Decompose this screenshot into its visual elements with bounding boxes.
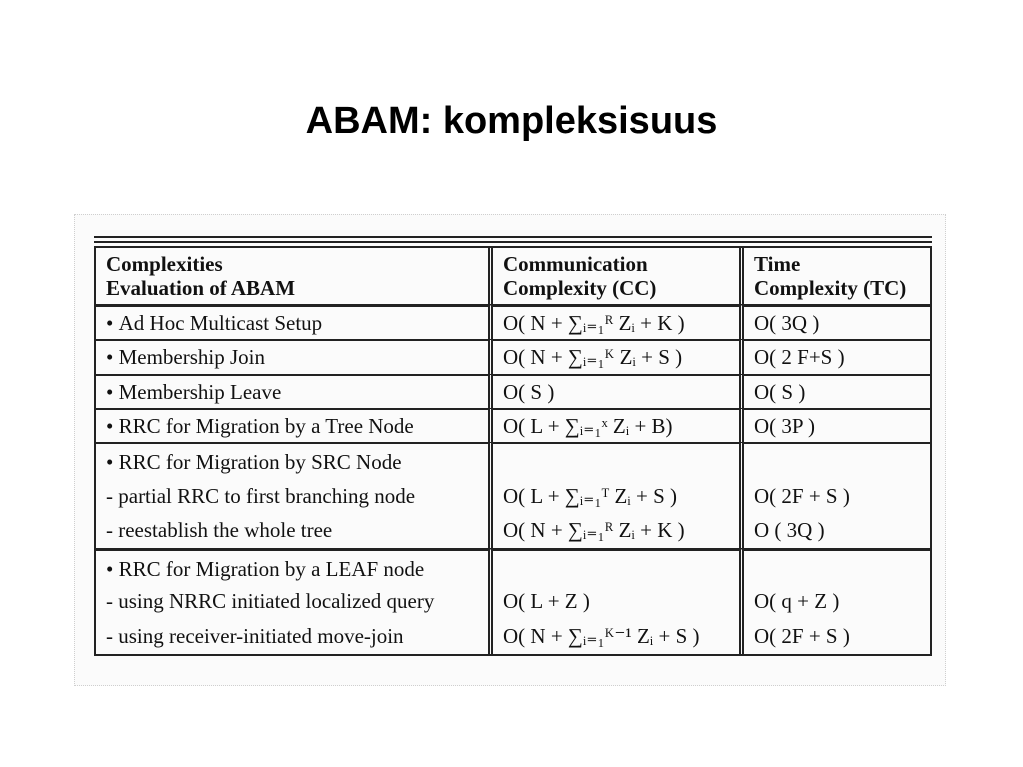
- cc-text: O( N + ∑ᵢ₌₁ᴷ⁻¹ Zᵢ + S ): [503, 623, 700, 648]
- cc-text: [503, 557, 729, 581]
- tc-text: O ( 3Q ): [754, 518, 825, 543]
- row-cc: [493, 408, 744, 442]
- header-text: Communication: [503, 252, 648, 276]
- tc-text: O( 2F + S ): [754, 623, 850, 648]
- row-tc: [744, 304, 930, 339]
- table-row: [96, 442, 930, 548]
- cc-text: [503, 450, 729, 474]
- row-label-text: • RRC for Migration by a Tree Node: [106, 414, 478, 438]
- row-cc: [493, 304, 744, 339]
- row-label-text: • Membership Join: [106, 345, 478, 369]
- table-row: [96, 374, 930, 408]
- row-sublabel-text: - using receiver-initiated move-join: [106, 623, 404, 648]
- row-label: [96, 374, 493, 408]
- cc-text: O( N + ∑ᵢ₌₁ᴿ Zᵢ + K ): [503, 311, 685, 336]
- table-row: [96, 339, 930, 373]
- cc-text: O( N + ∑ᵢ₌₁ᴿ Zᵢ + K ): [503, 518, 685, 543]
- table-row: [96, 408, 930, 442]
- tc-text: O( 2 F+S ): [754, 345, 845, 370]
- row-label: [96, 548, 493, 653]
- row-tc: [744, 374, 930, 408]
- row-sublabel-text: - reestablish the whole tree: [106, 518, 333, 543]
- top-rule: [94, 236, 932, 238]
- row-cc: [493, 374, 744, 408]
- header-complexities: [96, 248, 493, 304]
- slide-title: ABAM: kompleksisuus: [305, 100, 718, 142]
- row-tc: [744, 408, 930, 442]
- header-row: [96, 248, 930, 304]
- header-text: Complexity (TC): [754, 276, 907, 301]
- tc-text: O( S ): [754, 379, 806, 404]
- row-label: [96, 339, 493, 373]
- top-rule-inner: [94, 241, 932, 243]
- cc-text: O( L + Z ): [503, 589, 590, 614]
- table-row: [96, 548, 930, 653]
- row-label: [96, 408, 493, 442]
- header-communication: [493, 248, 744, 304]
- header-text: Complexities: [106, 252, 223, 276]
- cc-text: O( L + ∑ᵢ₌₁ᵀ Zᵢ + S ): [503, 483, 677, 508]
- row-label-text: • RRC for Migration by SRC Node: [106, 450, 478, 474]
- cc-text: O( S ): [503, 379, 555, 404]
- tc-text: O( q + Z ): [754, 589, 840, 614]
- cc-text: O( N + ∑ᵢ₌₁ᴷ Zᵢ + S ): [503, 345, 683, 370]
- tc-text: [754, 450, 920, 474]
- row-label: [96, 442, 493, 548]
- row-label-text: • Membership Leave: [106, 380, 478, 404]
- tc-text: O( 2F + S ): [754, 483, 850, 508]
- row-cc: [493, 548, 744, 653]
- row-label: [96, 304, 493, 339]
- header-time: [744, 248, 930, 304]
- row-cc: [493, 442, 744, 548]
- complexity-table: [94, 246, 932, 656]
- row-tc: [744, 442, 930, 548]
- header-text: Time: [754, 252, 801, 276]
- header-text: Evaluation of ABAM: [106, 276, 296, 301]
- row-label-text: • RRC for Migration by a LEAF node: [106, 557, 478, 581]
- row-sublabel-text: - using NRRC initiated localized query: [106, 589, 435, 614]
- cc-text: O( L + ∑ᵢ₌₁ˣ Zᵢ + B): [503, 413, 673, 438]
- row-sublabel-text: - partial RRC to first branching node: [106, 483, 416, 508]
- row-tc: [744, 339, 930, 373]
- tc-text: O( 3P ): [754, 413, 816, 438]
- row-label-text: • Ad Hoc Multicast Setup: [106, 311, 478, 335]
- table-row: [96, 304, 930, 339]
- row-cc: [493, 339, 744, 373]
- header-text: Complexity (CC): [503, 276, 657, 301]
- row-tc: [744, 548, 930, 653]
- tc-text: [754, 557, 920, 581]
- tc-text: O( 3Q ): [754, 311, 820, 336]
